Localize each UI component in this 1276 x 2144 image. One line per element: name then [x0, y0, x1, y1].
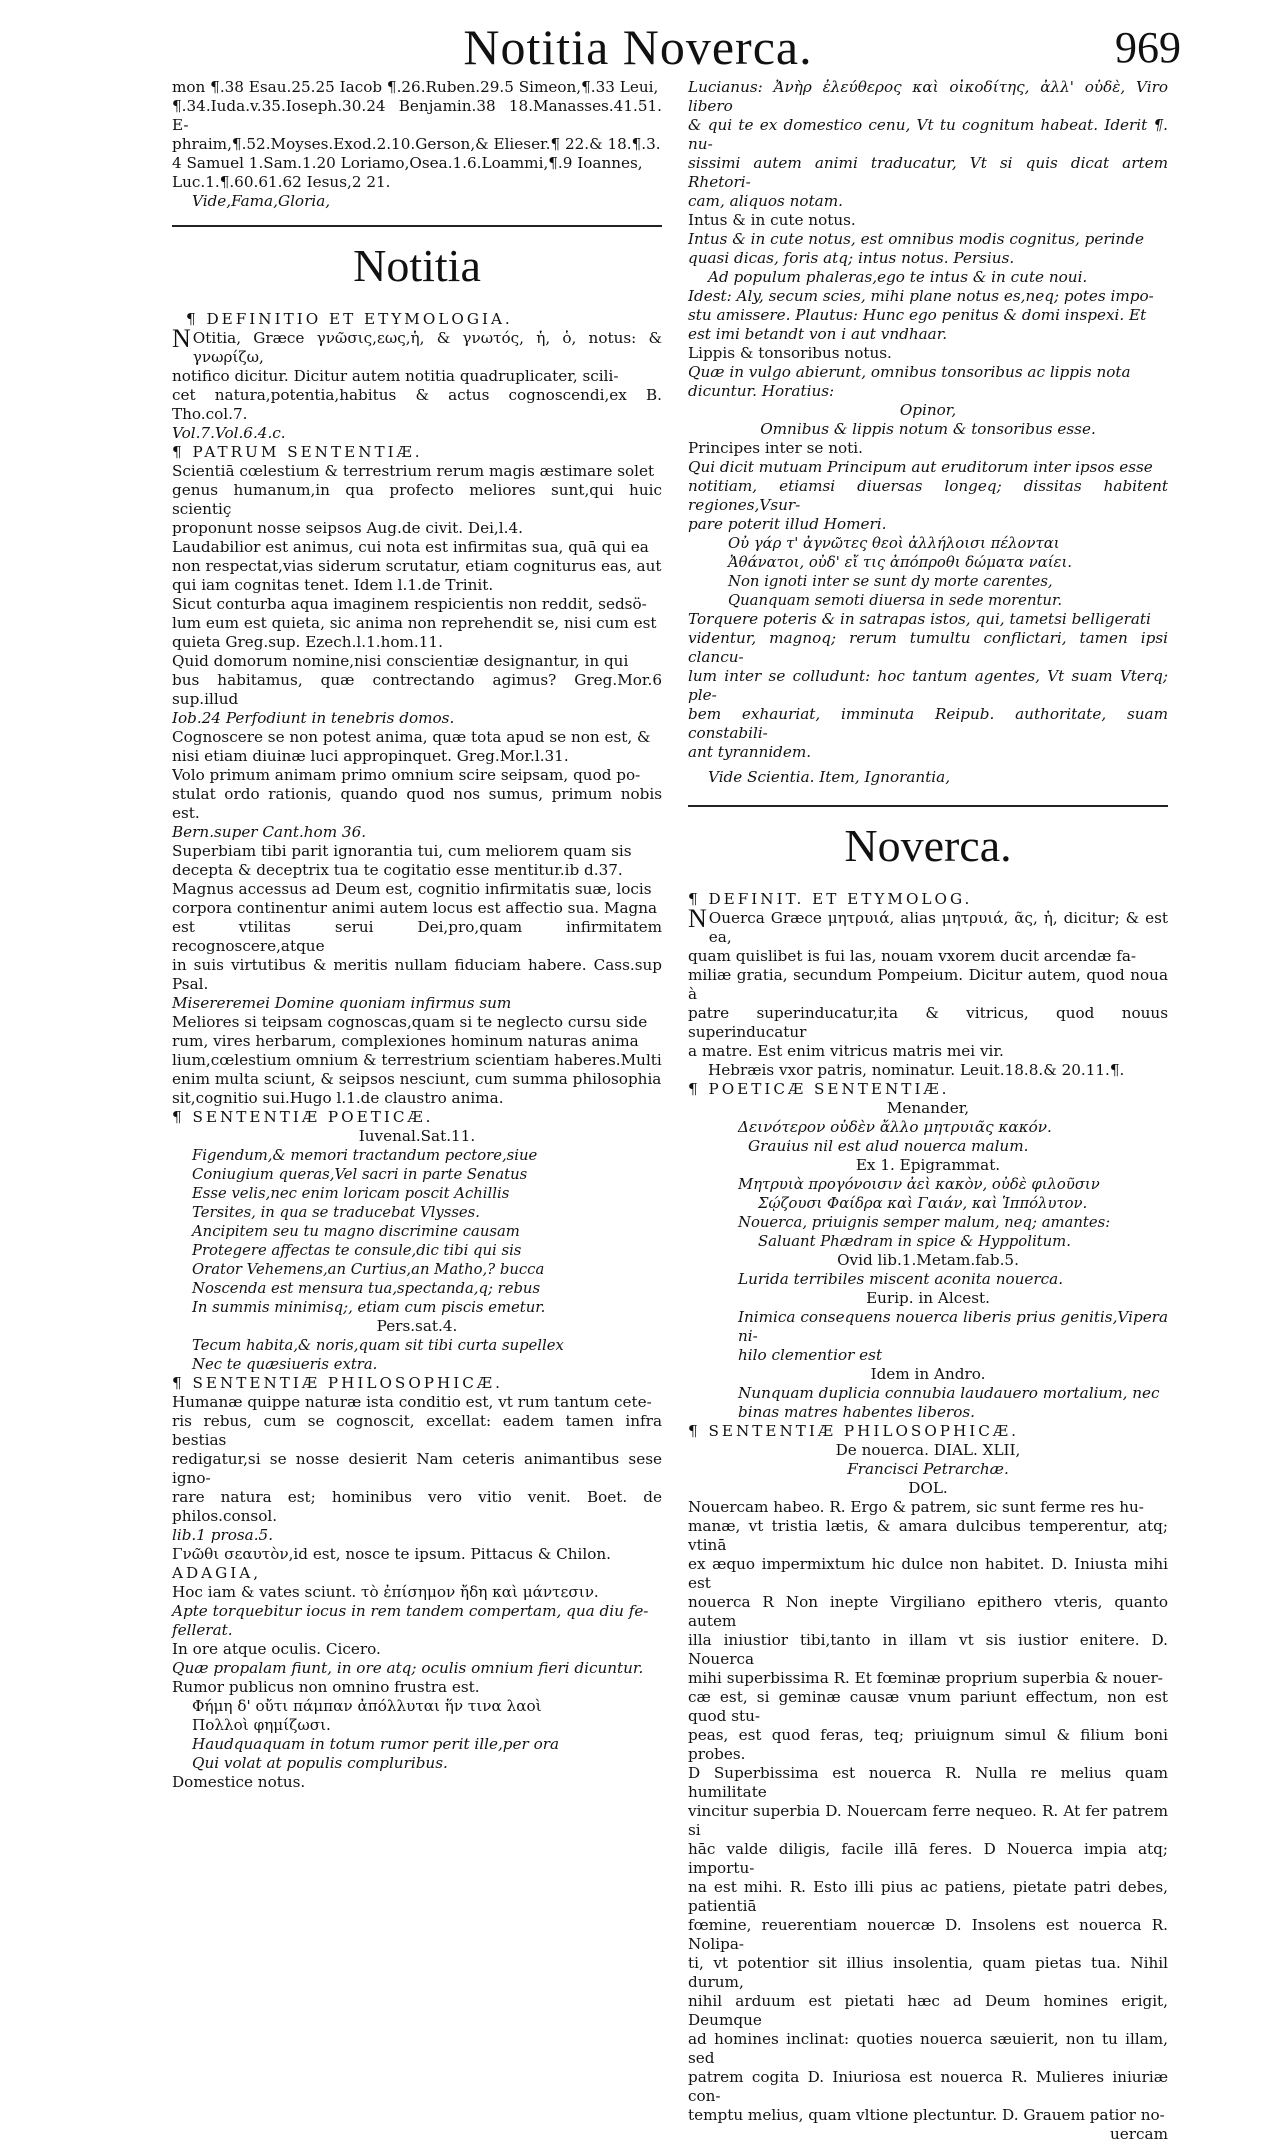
verse-line: Οὐ γάρ τ' ἀγνῶτες θεοὶ ἀλλήλοισι πέλονται	[728, 535, 1060, 552]
text-line: lib.1 prosa.5.	[172, 1526, 274, 1544]
verse-line: Grauius nil est alud nouerca malum.	[748, 1137, 1029, 1155]
text-line: bem exhauriat, imminuta Reipub. authoritate, suam constabili-	[688, 705, 1168, 742]
text-line: patre superinducatur,ita & vitricus, quod nouus superinducatur	[688, 1004, 1168, 1041]
principes-text	[688, 458, 1168, 534]
section-heading-philosophicae: ¶ SENTENTIÆ PHILOSOPHICÆ.	[172, 1374, 503, 1392]
divider	[688, 805, 1168, 807]
text-line: Nouercam habeo. R. Ergo & patrem, sic sunt ferme res hu-	[688, 1498, 1144, 1516]
text-line: rum, vires herbarum, complexiones hominum naturas anima	[172, 1032, 639, 1050]
text-line: nihil arduum est pietati hæc ad Deum homines erigit, Deumque	[688, 1992, 1168, 2029]
torquere-text	[688, 610, 1168, 762]
definitio-text	[172, 324, 662, 443]
text-line: Torquere poteris & in satrapas istos, qui, tametsi belligerati	[688, 610, 1151, 628]
text-line: Humanæ quippe naturæ ista conditio est, vt rum tantum cete-	[172, 1393, 652, 1411]
verse-line: In summis minimisq;, etiam cum piscis emetur.	[192, 1299, 546, 1316]
entry-heading-noverca: Noverca.	[844, 820, 1012, 871]
patrum-text	[172, 462, 662, 1108]
text-line: notitiam, etiamsi diuersas longeq; dissitas habitent regiones,Vsur-	[688, 477, 1168, 514]
text-line: est vtilitas serui Dei,pro,quam infirmitatem recognoscere,atque	[172, 918, 662, 955]
verse-line: Σῴζουσι Φαίδρα καὶ Γαιάν, καὶ Ἱππόλυτον.	[758, 1195, 1088, 1212]
verse-line: Nouerca, priuignis semper malum, neq; amantes:	[738, 1214, 1111, 1231]
text-line: manæ, vt tristia lætis, & amara dulcibus temperentur, atq; vtinā	[688, 1517, 1168, 1554]
text-line: rare natura est; hominibus vero vitio venit. Boet. de philos.consol.	[172, 1488, 662, 1525]
text-line: fellerat.	[172, 1621, 233, 1639]
text-line: Idest: Aly, secum scies, mihi plane notus es,neq; potes impo-	[688, 287, 1154, 305]
text-line: a matre. Est enim vitricus matris mei vir.	[688, 1042, 1004, 1060]
text-line: cet natura,potentia,habitus & actus cognoscendi,ex B. Tho.col.7.	[172, 386, 662, 423]
text-line: lum eum est quieta, sic anima non reprehendit se, nisi cum est	[172, 614, 657, 632]
verse-line: Protegere affectas te consule,dic tibi qui sis	[192, 1242, 522, 1259]
verse-line: Δεινότερον οὐδὲν ἄλλο μητρυιᾶς κακόν.	[738, 1118, 1052, 1136]
verse-line: Quanquam semoti diuersa in sede morentur.	[728, 592, 1063, 609]
text-line: Haudquaquam in totum rumor perit ille,per ora	[192, 1735, 560, 1753]
text-line: proponunt nosse seipsos Aug.de civit. Dei,l.4.	[172, 519, 523, 537]
text-line: Inimica consequens nouerca liberis prius genitis,Vipera ni-	[738, 1308, 1168, 1345]
section-heading-philosophicae-right: ¶ SENTENTIÆ PHILOSOPHICÆ.	[688, 1422, 1019, 1440]
text-line: temptu melius, quam vltione plectuntur. D. Grauem patior no-	[688, 2106, 1165, 2124]
verse-line: Noscenda est mensura tua,spectanda,q; rebus	[192, 1280, 541, 1297]
verse-line: Tecum habita,& noris,quam sit tibi curta supellex	[192, 1337, 564, 1354]
adage-title: Lippis & tonsoribus notus.	[688, 344, 892, 362]
author-name: Pers.sat.4.	[376, 1317, 458, 1335]
text-line: quam quislibet is fui las, nouam vxorem ducit arcendæ fa-	[688, 947, 1137, 965]
text-line: dicuntur. Horatius:	[688, 382, 835, 400]
text-line: cam, aliquos notam.	[688, 192, 843, 210]
text-line: Ouerca Græce μητρυιά, alias μητρυιά, ᾶς, ἡ, dicitur; & est ea,	[708, 909, 1168, 946]
text-line: phraim,¶.52.Moyses.Exod.2.10.Gerson,& Elieser.¶ 22.& 18.¶.3.	[172, 135, 661, 153]
text-line: redigatur,si se nosse desierit Nam ceteris animantibus sese igno-	[172, 1450, 662, 1487]
left-intro	[172, 78, 662, 211]
text-line: ex æquo impermixtum hic dulce non habitet. D. Iniusta mihi est	[688, 1555, 1168, 1592]
verse-line: Orator Vehemens,an Curtius,an Matho,? bucca	[192, 1261, 545, 1278]
left-column	[172, 78, 662, 1833]
text-line: Bern.super Cant.hom 36.	[172, 823, 367, 841]
text-line: Superbiam tibi parit ignorantia tui, cum meliorem quam sis	[172, 842, 632, 860]
text-line: binas matres habentes liberos.	[738, 1403, 975, 1421]
text-line: Meliores si teipsam cognoscas,quam si te neglecto cursu side	[172, 1013, 648, 1031]
speaker-label: DOL.	[908, 1479, 948, 1497]
text-line: lium,cœlestium omnium & terrestrium scientiam haberes.Multi	[172, 1051, 662, 1069]
text-line: peas, est quod feras, teq; priuignum simul & filium boni probes.	[688, 1726, 1168, 1763]
cross-reference: Vide Scientia. Item, Ignorantia,	[708, 768, 951, 786]
philosophicae-text	[172, 1393, 662, 1564]
text-line: pare poterit illud Homeri.	[688, 515, 887, 533]
section-heading-poeticae-right: ¶ POETICÆ SENTENTIÆ.	[688, 1080, 950, 1098]
text-line: Hebræis vxor patris, nominatur. Leuit.18.8.& 20.11.¶.	[708, 1061, 1125, 1079]
text-line: ¶.34.Iuda.v.35.Ioseph.30.24 Benjamin.38 18.Manasses.41.51. E-	[172, 97, 662, 134]
text-line: sissimi autem animi traducatur, Vt si quis dicat artem Rhetori-	[688, 154, 1168, 191]
text-line: Nunquam duplicia connubia laudauero mortalium, nec	[738, 1384, 1160, 1402]
running-header	[0, 18, 1276, 78]
text-line: Misereremei Domine quoniam infirmus sum	[172, 994, 512, 1012]
verse-line: Lurida terribiles miscent aconita nouerca.	[738, 1270, 1064, 1288]
text-line: quasi dicas, foris atq; intus notus. Persius.	[688, 249, 1015, 267]
text-line: fœmine, reuerentiam nouercæ D. Insolens est nouerca R. Nolipa-	[688, 1916, 1168, 1953]
text-line: Vol.7.Vol.6.4.c.	[172, 424, 286, 442]
andrio-text	[688, 1384, 1168, 1422]
drop-cap: N	[172, 324, 191, 353]
text-line: ris rebus, cum se cognoscit, excellat: eadem tamen infra bestias	[172, 1412, 662, 1449]
adage-title: Principes inter se noti.	[688, 439, 863, 457]
verse-line: Esse velis,nec enim loricam poscit Achillis	[192, 1185, 510, 1202]
text-line: hāc valde diligis, facile illā feres. D Nouerca impia atq; importu-	[688, 1840, 1168, 1877]
verse-line: Μητρυιὰ προγόνοισιν ἀεὶ κακὸν, οὐδὲ φιλοῦσιν	[738, 1176, 1100, 1193]
verse-block	[172, 1146, 662, 1317]
text-line: Scientiā cœlestium & terrestrium rerum magis æstimare solet	[172, 462, 655, 480]
text-line: 4 Samuel 1.Sam.1.20 Loriamo,Osea.1.6.Loammi,¶.9 Ioannes,	[172, 154, 643, 172]
text-line: mihi superbissima R. Et fœminæ proprium superbia & nouer-	[688, 1669, 1163, 1687]
right-column	[688, 78, 1168, 2143]
text-line: Opinor,	[899, 401, 957, 419]
adagia-text	[172, 1583, 662, 1792]
text-line: Otitia, Græce γνῶσις,εως,ἡ, & γνωτός, ἡ, ὁ, notus: & γνωρίζω,	[192, 329, 662, 366]
text-line: vincitur superbia D. Nouercam ferre nequeo. R. At fer patrem si	[688, 1802, 1168, 1839]
text-line: In ore atque oculis. Cicero.	[172, 1640, 381, 1658]
text-line: stu amissere. Plautus: Hunc ego penitus & domi inspexi. Et	[688, 306, 1147, 324]
text-line: Magnus accessus ad Deum est, cognitio infirmitatis suæ, locis	[172, 880, 652, 898]
text-line: in suis virtutibus & meritis nullam fiduciam habere. Cass.sup Psal.	[172, 956, 662, 993]
author-name: Menander,	[886, 1099, 970, 1117]
text-line: genus humanum,in qua profecto meliores sunt,qui huic scientiç	[172, 481, 662, 518]
lucianus-text	[688, 78, 1168, 211]
author-name: Ovid lib.1.Metam.fab.5.	[837, 1251, 1019, 1269]
section-heading-definit: ¶ DEFINIT. ET ETYMOLOG.	[688, 890, 973, 908]
text-line: illa iniustior tibi,tanto in illam vt sis iustior enitere. D. Nouerca	[688, 1631, 1168, 1668]
section-heading-poeticae: ¶ SENTENTIÆ POETICÆ.	[172, 1108, 434, 1126]
author-name: Idem in Andro.	[870, 1365, 986, 1383]
text-line: Domestice notus.	[172, 1773, 306, 1791]
verse-block	[688, 534, 1168, 610]
noverca-def-text	[688, 904, 1168, 1080]
text-line: & qui te ex domestico cenu, Vt tu cognitum habeat. Iderit ¶. nu-	[688, 116, 1168, 153]
text-line: Luc.1.¶.60.61.62 Iesus,2 21.	[172, 173, 391, 191]
divider	[172, 225, 662, 227]
section-heading-adagia: ADAGIA,	[172, 1564, 262, 1582]
running-title: Notitia Noverca.	[463, 19, 813, 75]
text-line: Sicut conturba aqua imaginem respicientis non reddit, sedsö-	[172, 595, 647, 613]
catchword: uercam	[1110, 2125, 1168, 2143]
intus-text	[688, 230, 1168, 344]
cross-reference: Vide,Fama,Gloria,	[192, 192, 331, 210]
text-line: sit,cognitio sui.Hugo l.1.de claustro anima.	[172, 1089, 504, 1107]
text-line: na est mihi. R. Esto illi pius ac patiens, pietate patri debes, patientiā	[688, 1878, 1168, 1915]
dialogue-title: De nouerca. DIAL. XLII,	[835, 1441, 1021, 1459]
text-line: hilo clementior est	[738, 1346, 883, 1364]
text-line: quieta Greg.sup. Ezech.l.1.hom.11.	[172, 633, 443, 651]
verse-line: Ancipitem seu tu magno discrimine causam	[192, 1223, 520, 1240]
text-line: miliæ gratia, secundum Pompeium. Dicitur autem, quod noua à	[688, 966, 1168, 1003]
text-line: ad homines inclinat: quoties nouerca sæuierit, non tu illam, sed	[688, 2030, 1168, 2067]
text-line: ti, vt potentior sit illius insolentia, quam pietas tua. Nihil durum,	[688, 1954, 1168, 1991]
lippis-text	[688, 363, 1168, 401]
text-line: Cognoscere se non potest anima, quæ tota apud se non est, &	[172, 728, 651, 746]
text-line: Hoc iam & vates sciunt. τὸ ἐπίσημον ἤδη καὶ μάντεσιν.	[172, 1583, 599, 1601]
section-heading-patrum: ¶ PATRUM SENTENTIÆ.	[172, 443, 423, 461]
text-line: qui iam cognitas tenet. Idem l.1.de Trinit.	[172, 576, 494, 594]
text-line: nouerca R Non inepte Virgiliano epithero vteris, quanto autem	[688, 1593, 1168, 1630]
text-line: mon ¶.38 Esau.25.25 Iacob ¶.26.Ruben.29.5 Simeon,¶.33 Leui,	[172, 78, 659, 96]
text-line: est imi betandt von i aut vndhaar.	[688, 325, 948, 343]
text-line: ant tyrannidem.	[688, 743, 812, 761]
verse-line: Figendum,& memori tractandum pectore,siue	[192, 1147, 538, 1164]
text-line: Lucianus: Ἀνὴρ ἐλεύθερος καὶ οἰκοδίτης, ἀλλ' οὐδὲ, Viro libero	[688, 78, 1168, 115]
verse-line: Ἀθάνατοι, οὐδ' εἴ τις ἀπόπροθι δώματα ναίει.	[728, 554, 1072, 571]
eurip-text	[688, 1308, 1168, 1365]
text-line: corpora continentur animi autem locus est affectio sua. Magna	[172, 899, 658, 917]
verse-line: Tersites, in qua se traducebat Vlysses.	[192, 1204, 480, 1221]
text-line: Laudabilior est animus, cui nota est infirmitas sua, quā qui ea	[172, 538, 649, 556]
text-line: stulat ordo rationis, quando quod nos sumus, primum nobis est.	[172, 785, 662, 822]
verse-block	[688, 1175, 1168, 1251]
text-line: Φήμη δ' οὔτι πάμπαν ἀπόλλυται ἥν τινα λαοὶ	[192, 1697, 542, 1715]
text-line: Volo primum animam primo omnium scire seipsam, quod po-	[172, 766, 641, 784]
text-line: Apte torquebitur iocus in rem tandem compertam, qua diu fe-	[172, 1602, 649, 1620]
drop-cap: N	[688, 904, 707, 933]
text-line: Γνῶθι σεαυτὸν,id est, nosce te ipsum. Pittacus & Chilon.	[172, 1545, 611, 1563]
author-name: Eurip. in Alcest.	[866, 1289, 990, 1307]
dialogue-author: Francisci Petrarchæ.	[847, 1460, 1009, 1478]
text-line: Intus & in cute notus, est omnibus modis cognitus, perinde	[688, 230, 1144, 248]
text-line: nisi etiam diuinæ luci appropinquet. Greg.Mor.l.31.	[172, 747, 569, 765]
text-line: cæ est, si geminæ causæ vnum pariunt effectum, non est quod stu-	[688, 1688, 1168, 1725]
dialogue-text	[688, 1498, 1168, 2144]
text-line: Quæ propalam fiunt, in ore atq; oculis omnium fieri dicuntur.	[172, 1659, 644, 1677]
verse-line: Omnibus & lippis notum & tonsoribus esse.	[760, 420, 1096, 438]
text-line: Ad populum phaleras,ego te intus & in cute noui.	[708, 268, 1088, 286]
text-line: Qui volat at populis compluribus.	[192, 1754, 448, 1772]
text-line: decepta & deceptrix tua te cogitatio esse mentitur.ib d.37.	[172, 861, 623, 879]
text-line: videntur, magnoq; rerum tumultu conflictari, tamen ipsi clancu-	[688, 629, 1168, 666]
verse-line: Coniugium queras,Vel sacri in parte Senatus	[192, 1166, 528, 1183]
verse-line: Nec te quæsiueris extra.	[192, 1356, 378, 1373]
text-line: bus habitamus, quæ contrectando agimus? Greg.Mor.6 sup.illud	[172, 671, 662, 708]
text-line: notifico dicitur. Dicitur autem notitia quadruplicater, scili-	[172, 367, 619, 385]
text-line: non respectat,vias siderum scrutatur, etiam cogniturus eas, aut	[172, 557, 662, 575]
entry-heading-notitia: Notitia	[353, 240, 481, 291]
text-line: Πολλοὶ φημίζωσι.	[192, 1716, 331, 1734]
verse-line: Saluant Phædram in spice & Hyppolitum.	[758, 1233, 1071, 1250]
text-line: Qui dicit mutuam Principum aut eruditorum inter ipsos esse	[688, 458, 1153, 476]
text-line: Iob.24 Perfodiunt in tenebris domos.	[172, 709, 455, 727]
section-heading-definitio: ¶ DEFINITIO ET ETYMOLOGIA.	[186, 310, 513, 328]
text-line: D Superbissima est nouerca R. Nulla re melius quam humilitate	[688, 1764, 1168, 1801]
text-line: patrem cogita D. Iniuriosa est nouerca R. Mulieres iniuriæ con-	[688, 2068, 1168, 2105]
adage-title: Intus & in cute notus.	[688, 211, 856, 229]
verse-line: Non ignoti inter se sunt dy morte carentes,	[728, 573, 1053, 590]
text-line: Quæ in vulgo abierunt, omnibus tonsoribus ac lippis nota	[688, 363, 1131, 381]
text-line: lum inter se colludunt: hoc tantum agentes, Vt suam Vterq; ple-	[688, 667, 1168, 704]
page-number: 969	[1115, 23, 1181, 72]
text-line: Quid domorum nomine,nisi conscientiæ designantur, in qui	[172, 652, 629, 670]
author-name: Iuvenal.Sat.11.	[358, 1127, 476, 1145]
text-line: enim multa sciunt, & seipsos nesciunt, cum summa philosophia	[172, 1070, 662, 1088]
text-line: Rumor publicus non omnino frustra est.	[172, 1678, 480, 1696]
author-name: Ex 1. Epigrammat.	[855, 1156, 1001, 1174]
verse-block	[172, 1336, 662, 1374]
